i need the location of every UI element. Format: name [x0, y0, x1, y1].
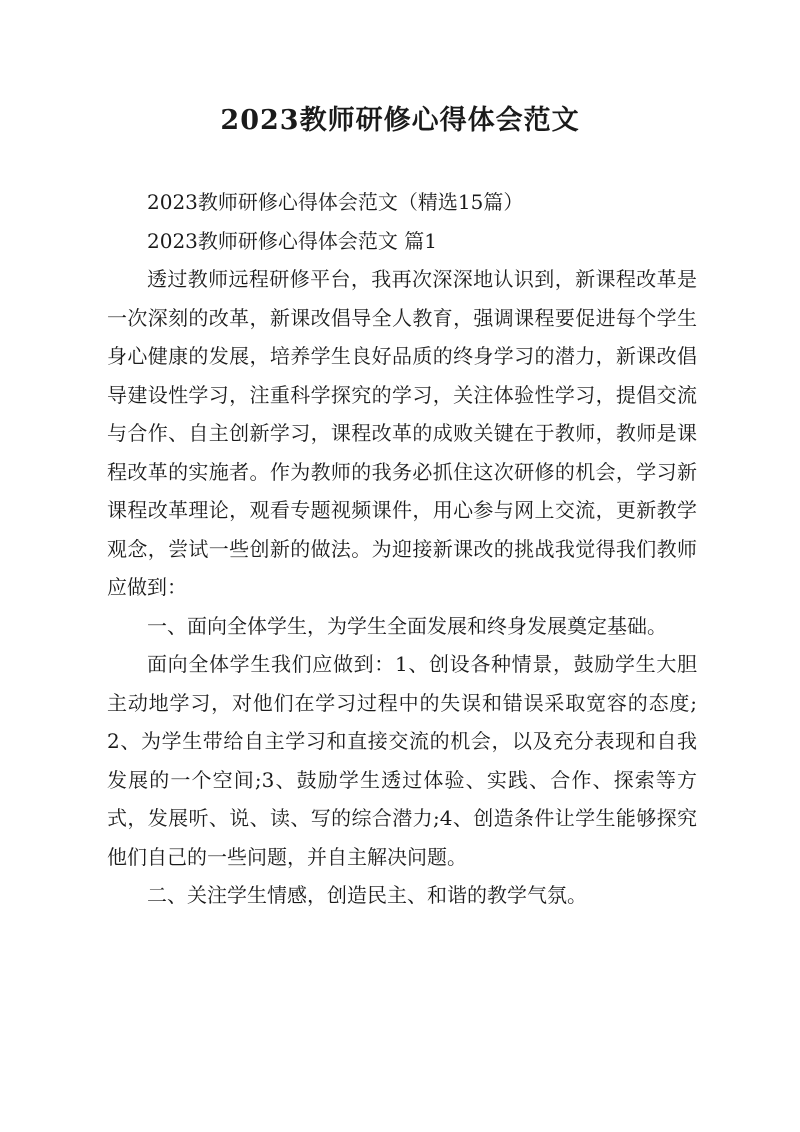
paragraph: 透过教师远程研修平台，我再次深深地认识到，新课程改革是一次深刻的改革，新课改倡导全人教育，强调课程要促进每个学生身心健康的发展，培养学生良好品质的终身学习的潜力，新课改倡导建设性学习，注重科学探究的学习，关注体验性学习，提倡交流与合作、自主创新学习，课程改革的成败关键在于教师，教师是课程改革的实施者。作为教师的我务必抓住这次研修的机会，学习新课程改革理论，观看专题视频课件，用心参与网上交流，更新教学观念，尝试一些创新的做法。为迎接新课改的挑战我觉得我们教师应做到：: [107, 267, 697, 599]
document-body: [107, 183, 697, 915]
document-title: 2023教师研修心得体会范文: [220, 105, 580, 136]
paragraph-section-heading: 2023教师研修心得体会范文 篇1: [147, 228, 437, 253]
paragraph: 二、关注学生情感，创造民主、和谐的教学气氛。: [147, 883, 587, 907]
paragraph: 面向全体学生我们应做到：1、创设各种情景，鼓励学生大胆主动地学习，对他们在学习过程中的失误和错误采取宽容的态度;2、为学生带给自主学习和直接交流的机会，以及充分表现和自我发展的一个空间;3、鼓励学生透过体验、实践、合作、探索等方式，发展听、说、读、写的综合潜力;4、创造条件让学生能够探究他们自己的一些问题，并自主解决问题。: [107, 652, 697, 869]
paragraph-subtitle: 2023教师研修心得体会范文（精选15篇）: [147, 190, 524, 214]
paragraph: 一、面向全体学生，为学生全面发展和终身发展奠定基础。: [147, 613, 667, 638]
